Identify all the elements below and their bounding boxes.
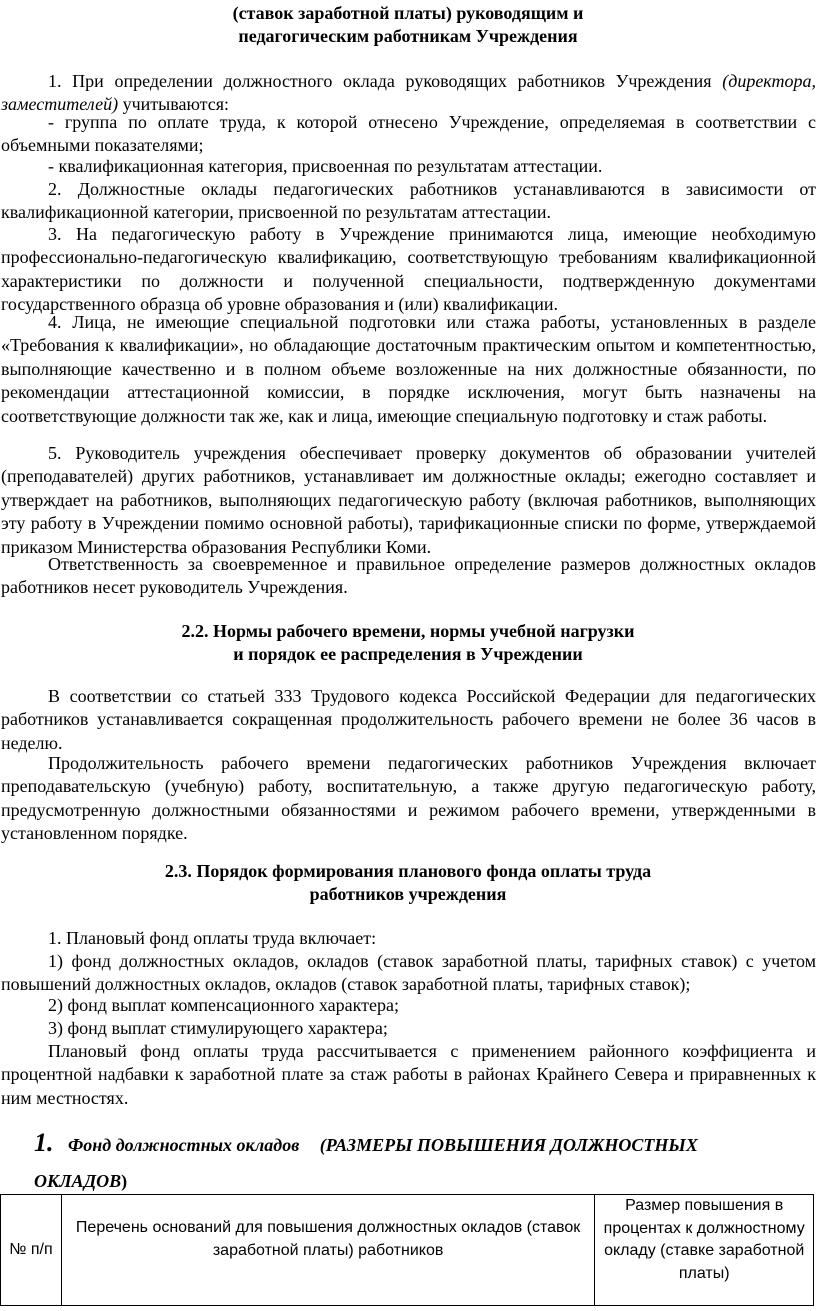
section-2-2-title: [0, 620, 816, 667]
paragraph-1-tail: учитываются:: [118, 94, 230, 115]
table-header-row: [1, 1195, 814, 1306]
paragraph-responsibility: Ответственность за своевременное и правильное определение размеров должностных окладов работников несет руководитель Учреждения.: [1, 554, 816, 598]
section-2-2-line-2: и порядок ее распределения в Учреждении: [233, 644, 583, 665]
table-header-num: № п/п: [1, 1195, 62, 1306]
fund-table: [0, 1194, 814, 1306]
paragraph-4: 4. Лица, не имеющие специальной подготовки или стажа работы, установленных в разделе «Требования к квалификации», но обладающие достаточным практическим опытом и компетентностью, выполняющие качественно и в полном объеме возложенные на них должностные обязанности, по рекомендации аттестационной комиссии, в порядке исключения, могут быть назначены на соответствующие должности так же, как и лица, имеющие специальную подготовку и стаж работы.: [1, 312, 816, 426]
paragraph-2-3-5: Плановый фонд оплаты труда рассчитывается с применением районного коэффициента и процентной надбавки к заработной плате за стаж работы в районах Крайнего Севера и приравненных к ним местностях.: [1, 1041, 816, 1108]
fund-heading-subtitle-2: ОКЛАДОВ: [34, 1171, 122, 1191]
paragraph-2-3-4: 3) фонд выплат стимулирующего характера;: [48, 1018, 388, 1038]
heading-line-2: педагогическим работникам Учреждения: [238, 26, 578, 47]
paragraph-1: [1, 70, 816, 117]
heading-line-1: (ставок заработной платы) руководящим и: [232, 3, 584, 23]
fund-heading: [34, 1125, 794, 1199]
paragraph-qualification: - квалификационная категория, присвоенная по результатам аттестации.: [48, 156, 603, 176]
section-2-3-line-2: работников учреждения: [309, 884, 507, 905]
table-header-percent: Размер повышения в процентах к должностному окладу (ставке заработной платы): [595, 1195, 814, 1306]
fund-heading-paren: ): [121, 1171, 128, 1191]
paragraph-2-3-1: 1. Плановый фонд оплаты труда включает:: [48, 928, 377, 948]
paragraph-2: 2. Должностные оклады педагогических работников устанавливаются в зависимости от квалификационной категории, присвоенной по результатам аттестации.: [1, 179, 816, 223]
section-2-3-title: [0, 860, 816, 907]
paragraph-3: 3. На педагогическую работу в Учреждение принимаются лица, имеющие необходимую профессионально-педагогическую квалификацию, соответствующую требованиям квалификационной характеристики по должности и полученной специальности, подтвержденную документами государственного образца об уровне образования и (или) квалификации.: [1, 224, 816, 315]
section-2-2-line-1: 2.2. Нормы рабочего времени, нормы учебной нагрузки: [181, 621, 635, 641]
paragraph-1-text: 1. При определении должностного оклада руководящих работников Учреждения: [48, 71, 723, 91]
paragraph-2-3-2: 1) фонд должностных окладов, окладов (ставок заработной платы, тарифных ставок) с учетом повышений должностных окладов, окладов (ставок заработной платы, тарифных ставок);: [1, 951, 816, 995]
paragraph-2-2-b: Продолжительность рабочего времени педагогических работников Учреждения включает преподавательскую (учебную) работу, воспитательную, а также другую педагогическую работу, предусмотренную должностными обязанностями и режимом рабочего времени, утвержденными в установленном порядке.: [1, 753, 816, 844]
section-heading-top: [0, 2, 816, 49]
fund-heading-number: 1.: [34, 1128, 54, 1157]
paragraph-1-italic: (директора, заместителей): [1, 71, 816, 115]
fund-heading-subtitle: (РАЗМЕРЫ ПОВЫШЕНИЯ ДОЛЖНОСТНЫХ: [319, 1135, 698, 1155]
paragraph-2-2-a: В соответствии со статьей 333 Трудового кодекса Российской Федерации для педагогических работников устанавливается сокращенная продолжительность рабочего времени не более 36 часов в неделю.: [1, 686, 816, 753]
table-header-list: Перечень оснований для повышения должностных окладов (ставок заработной платы) работников: [61, 1195, 595, 1306]
paragraph-group: - группа по оплате труда, к которой отнесено Учреждение, определяемая в соответствии с объемными показателями;: [1, 112, 816, 156]
paragraph-2-3-3: 2) фонд выплат компенсационного характера;: [48, 995, 399, 1015]
paragraph-5: 5. Руководитель учреждения обеспечивает проверку документов об образовании учителей (преподавателей) других работников, устанавливает им должностные оклады; ежегодно составляет и утверждает на работников, выполняющих педагогическую работу (включая работников, выполняющих эту работу в Учреждении помимо основной работы), тарификационные списки по форме, утверждаемой приказом Министерства образования Республики Коми.: [1, 443, 816, 557]
fund-heading-title: Фонд должностных окладов: [68, 1135, 300, 1155]
section-2-3-line-1: 2.3. Порядок формирования планового фонда оплаты труда: [164, 861, 652, 881]
